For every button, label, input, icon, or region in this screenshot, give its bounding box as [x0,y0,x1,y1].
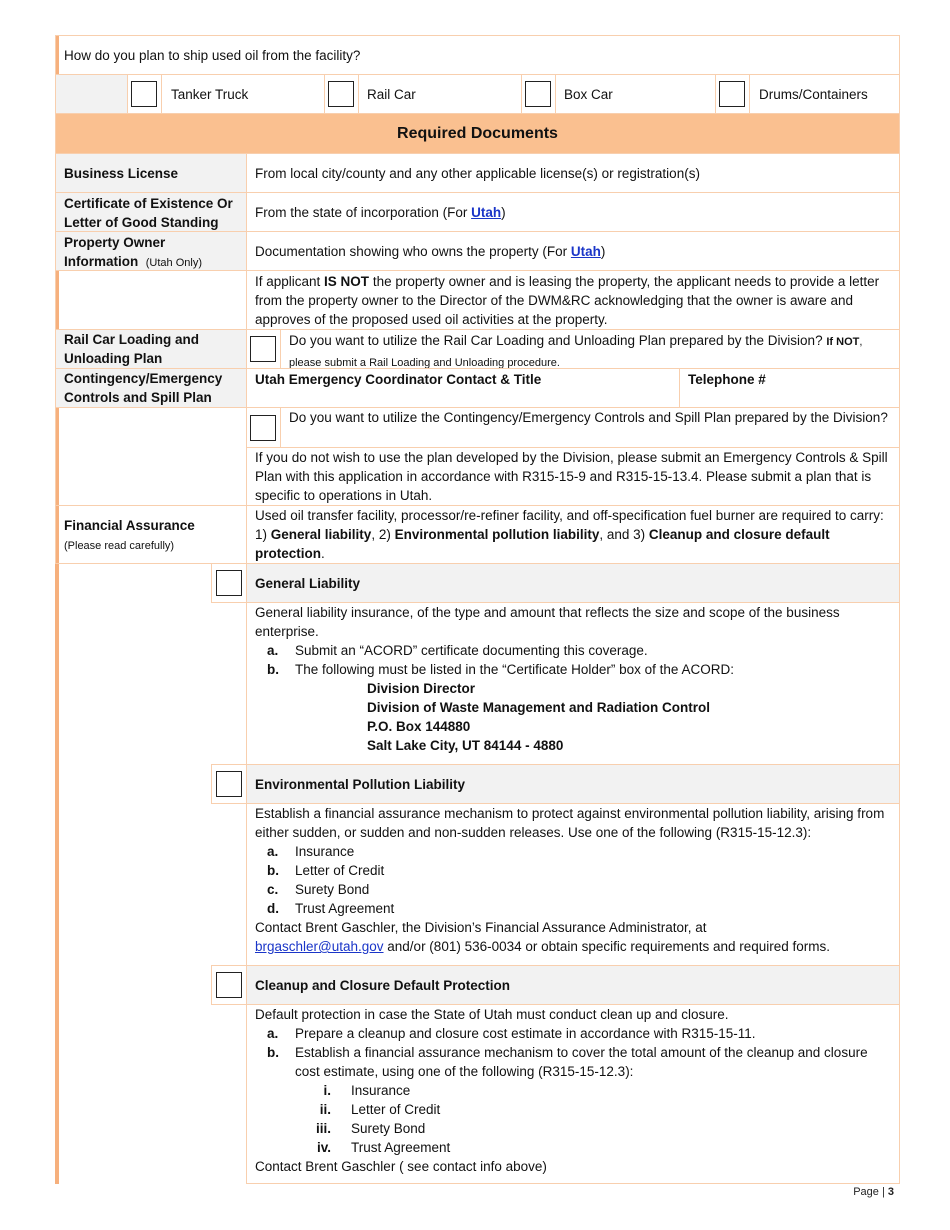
page-footer [853,1186,894,1198]
list-item-text: Letter of Credit [351,1102,441,1117]
email-link[interactable]: brgaschler@utah.gov [255,939,384,954]
contingency-plan-checkbox[interactable] [250,415,276,441]
financial-assurance-intro-cell [246,505,900,564]
contingency-empty-cell [55,407,247,506]
contingency-question-cell [280,407,900,448]
page-label: Page | [853,1186,885,1198]
option-label-cell [749,74,900,114]
property-owner-text: Documentation showing who owns the property (For [255,244,571,259]
tanker-truck-label: Tanker Truck [171,87,249,102]
cleanup-closure-title: Cleanup and Closure Default Protection [255,978,511,993]
general-liability-checkbox-cell [211,563,247,603]
property-owner-utah-link[interactable]: Utah [570,244,601,259]
list-item-text: Establish a financial assurance mechanism to cover the total amount of the cleanup and closure cost estimate, using one of the following (R315-15-12.3): [295,1045,868,1079]
rail-car-plan-label: Rail Car Loading and Unloading Plan [64,332,200,366]
drums-containers-checkbox[interactable] [719,81,745,107]
list-item-text: Letter of Credit [295,863,385,878]
shipping-question-text: How do you plan to ship used oil from the facility? [64,48,361,63]
financial-intro-cleanup: Cleanup and closure default protection [255,527,830,561]
cleanup-closure-header [246,965,900,1005]
box-car-checkbox[interactable] [525,81,551,107]
address-line: Division of Waste Management and Radiation Control [367,700,711,715]
cleanup-checkbox-cell [211,965,247,1005]
contingency-checkbox-cell [246,407,281,448]
sub-list-item [255,1100,891,1119]
page-number: 3 [887,1186,894,1198]
environmental-liability-body [246,803,900,966]
lease-text-bold: IS NOT [324,274,370,289]
option-checkbox-cell [127,74,162,114]
option-label-cell [555,74,716,114]
option-checkbox-cell [521,74,556,114]
option-checkbox-cell [715,74,750,114]
list-item-text: Trust Agreement [295,901,395,916]
address-line: Salt Lake City, UT 84144 - 4880 [367,738,564,753]
list-item-text: Insurance [295,844,355,859]
shipping-question [55,35,900,75]
rail-car-plan-checkbox-cell [246,329,281,369]
sub-list-item [255,1119,891,1138]
contingency-alternative-cell [246,447,900,506]
telephone-cell[interactable] [679,368,900,408]
rail-car-plan-note: please submit a Rail Loading and Unloading procedure. [289,357,560,369]
environmental-liability-header [246,764,900,804]
rail-car-checkbox[interactable] [328,81,354,107]
address-line: P.O. Box 144880 [367,719,471,734]
contingency-label: Contingency/Emergency Controls and Spill Plan [64,371,223,405]
cleanup-intro: Default protection in case the State of Utah must conduct clean up and closure. [255,1007,729,1022]
form-page [55,35,900,1184]
tanker-truck-checkbox[interactable] [131,81,157,107]
required-documents-header [55,113,900,154]
list-item [255,899,891,918]
option-label-cell [161,74,325,114]
list-marker: b. [267,662,279,677]
cleanup-contact-text: Contact Brent Gaschler ( see contact info above) [255,1159,547,1174]
financial-intro-end: . [321,546,325,561]
business-license-text: From local city/county and any other applicable license(s) or registration(s) [255,166,700,181]
list-item-text: Surety Bond [295,882,370,897]
financial-assurance-label-note: (Please read carefully) [64,540,175,552]
list-item-text: Insurance [351,1083,411,1098]
property-owner-text-cell [246,231,900,271]
cleanup-closure-body [246,1004,900,1184]
certificate-label: Certificate of Existence Or Letter of Good Standing [64,196,233,230]
certificate-text: From the state of incorporation (For [255,205,472,220]
list-item [255,1024,891,1043]
rail-car-plan-question: Do you want to utilize the Rail Car Loading and Unloading Plan prepared by the Division? [289,333,823,348]
list-marker: a. [267,1026,279,1041]
environmental-contact-text: Contact Brent Gaschler, the Division’s Financial Assurance Administrator, at [255,920,707,935]
list-item-text: Submit an “ACORD” certificate documenting this coverage. [295,643,648,658]
contingency-label-cell [55,368,247,408]
environmental-intro: Establish a financial assurance mechanism to protect against environmental pollution liability, arising from either sudden, or sudden and non-sudden releases. Use one of the following (R315-15-12.3): [255,806,885,840]
list-marker: b. [267,863,279,878]
certificate-text-end: ) [501,205,506,220]
financial-intro-text: Used oil transfer facility, processor/re-refiner facility, and off-specification fuel burner are required to carry: 1) [255,508,884,542]
list-item-text: Trust Agreement [351,1140,451,1155]
lease-text-start: If applicant [255,274,325,289]
telephone-header: Telephone # [688,372,766,387]
shipping-options-spacer [55,74,128,114]
business-license-label-cell [55,153,247,193]
option-checkbox-cell [324,74,359,114]
emergency-coordinator-header: Utah Emergency Coordinator Contact & Title [255,372,542,387]
list-marker: iii. [315,1121,331,1136]
list-item-text: The following must be listed in the “Certificate Holder” box of the ACORD: [295,662,734,677]
list-item-text: Surety Bond [351,1121,426,1136]
rail-car-plan-text-cell [280,329,900,369]
sub-list-item [255,1138,891,1157]
contingency-alternative-text: If you do not wish to use the plan developed by the Division, please submit an Emergency Controls & Spill Plan with this application in accordance with R315-15-9 and R315-15-13.4. Please submit a plan that is specific to operations in Utah. [255,450,888,503]
cleanup-closure-checkbox[interactable] [216,972,242,998]
list-item-text: Prepare a cleanup and closure cost estimate in accordance with R315-15-11. [295,1026,756,1041]
emergency-coordinator-cell[interactable] [246,368,680,408]
list-marker: a. [267,643,279,658]
required-documents-title: Required Documents [397,125,558,142]
list-marker: b. [267,1045,279,1060]
certificate-text-cell [246,192,900,232]
rail-car-plan-if-not: If NOT [826,336,860,348]
list-marker: ii. [319,1102,331,1117]
option-label-cell [358,74,522,114]
property-owner-label-cell [55,231,247,271]
general-liability-header [246,563,900,603]
rail-car-plan-label-cell [55,329,247,369]
property-owner-text-end: ) [600,244,606,259]
lease-text: the property owner and is leasing the property, the applicant needs to provide a letter from the property owner to the Director of the DWM&RC acknowledging that the owner is aware and approves of the proposed used oil activities at the property. [255,274,880,327]
business-license-text-cell [246,153,900,193]
financial-assurance-label: Financial Assurance [64,518,195,533]
environmental-checkbox-cell [211,764,247,804]
contingency-question: Do you want to utilize the Contingency/Emergency Controls and Spill Plan prepared by the Division? [289,410,888,425]
list-item [255,842,891,861]
drums-containers-label: Drums/Containers [759,87,868,102]
general-liability-intro: General liability insurance, of the type and amount that reflects the size and scope of the business enterprise. [255,605,840,639]
environmental-contact-end: and/or (801) 536-0034 or obtain specific requirements and required forms. [383,939,831,954]
general-liability-title: General Liability [255,576,361,591]
box-car-label: Box Car [564,87,613,102]
financial-assurance-label-cell [55,505,247,564]
list-item [255,1043,891,1081]
financial-intro-general-liability: General liability [270,527,372,542]
list-marker: c. [267,882,279,897]
rail-car-plan-checkbox[interactable] [250,336,276,362]
business-license-label: Business License [64,166,179,181]
list-item [255,880,891,899]
financial-intro-environmental: Environmental pollution liability [394,527,600,542]
lease-empty-cell [55,270,247,330]
general-liability-body [246,602,900,765]
list-marker: iv. [316,1140,331,1155]
list-item [255,861,891,880]
property-owner-label: Property Owner Information [64,235,166,269]
sub-list-item [255,1081,891,1100]
list-marker: i. [323,1083,331,1098]
address-line: Division Director [367,681,476,696]
rail-car-plan-comma: , [859,336,863,348]
financial-intro-sep: , 2) [371,527,395,542]
environmental-liability-title: Environmental Pollution Liability [255,777,466,792]
general-liability-checkbox[interactable] [216,570,242,596]
list-item [255,660,891,679]
list-item [255,641,891,660]
lease-text-cell [246,270,900,330]
financial-intro-sep: , and 3) [599,527,649,542]
environmental-liability-checkbox[interactable] [216,771,242,797]
list-marker: a. [267,844,279,859]
property-owner-label-note: (Utah Only) [145,257,203,269]
certificate-label-cell [55,192,247,232]
rail-car-label: Rail Car [367,87,416,102]
certificate-utah-link[interactable]: Utah [471,205,502,220]
list-marker: d. [267,901,279,916]
